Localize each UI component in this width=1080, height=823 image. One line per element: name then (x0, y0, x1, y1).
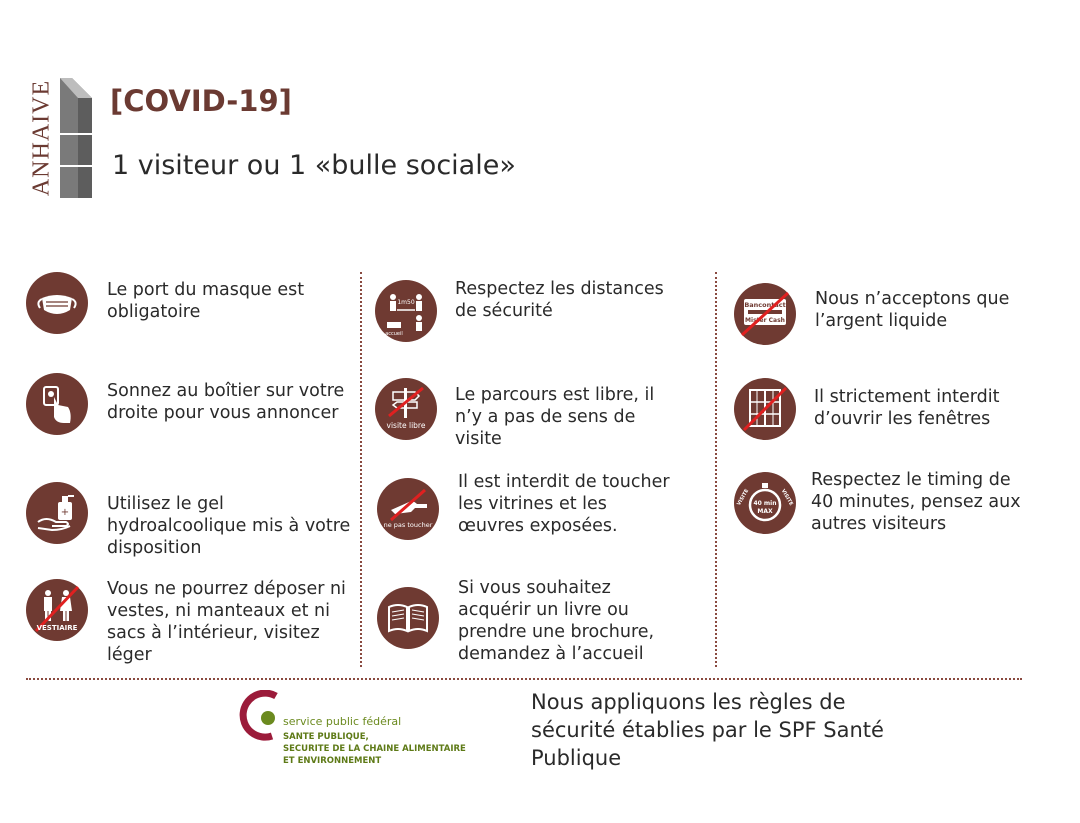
icon-label-vestiaire: VESTIAIRE (36, 624, 78, 632)
footer-divider (26, 678, 1022, 680)
doorbell-icon (26, 373, 88, 435)
rule-route-text: Le parcours est libre, il n’y a pas de sens de visite (455, 385, 655, 449)
icon-label-max: MAX (757, 508, 773, 515)
icon-label-distance: 1m50 (397, 299, 415, 306)
hand-sanitizer-icon (26, 482, 88, 544)
icon-label-40-min: 40 min (753, 500, 777, 507)
icon-label-accueil: accueil (385, 331, 403, 337)
icon-label-visite-left: VISITE (736, 488, 751, 507)
icon-label-bancontact: Bancontact (744, 301, 786, 309)
rule-timer-text: Respectez le timing de 40 minutes, pensez aux autres visiteurs (811, 470, 1021, 534)
page-subtitle: 1 visiteur ou 1 «bulle sociale» (112, 150, 516, 181)
footer-notice: Nous appliquons les règles de sécurité établies par le SPF Santé Publique (531, 690, 884, 770)
no-window-icon (734, 378, 796, 440)
rule-sanitizer-text: Utilisez le gel hydroalcoolique mis à votre disposition (107, 494, 351, 558)
rule-cash-text: Nous n’acceptons que l’argent liquide (815, 289, 1010, 331)
icon-label-mister-cash: Mister Cash (745, 317, 785, 324)
rule-book-text: Si vous souhaitez acquérir un livre ou prendre une brochure, demandez à l’accueil (458, 578, 655, 664)
no-touch-icon (377, 478, 439, 540)
book-icon (377, 587, 439, 649)
spf-line-3: SECURITE DE LA CHAINE ALIMENTAIRE (283, 744, 466, 754)
logo-text: ANHAIVE (28, 79, 55, 197)
social-distance-icon (375, 280, 437, 342)
page-title: [COVID-19] (110, 84, 292, 118)
spf-line-2: SANTE PUBLIQUE, (283, 732, 369, 742)
logo-tower-graphic (58, 76, 94, 200)
spf-line-1: service public fédéral (283, 715, 402, 728)
rule-cloakroom-text: Vous ne pourrez déposer ni vestes, ni manteaux et ni sacs à l’intérieur, visitez léger (107, 579, 346, 665)
rule-doorbell-text: Sonnez au boîtier sur votre droite pour vous annoncer (107, 381, 345, 423)
column-divider-2 (715, 272, 717, 667)
icon-label-ne-pas-toucher: ne pas toucher (383, 521, 433, 529)
svg-text:+: + (60, 507, 70, 518)
spf-logo-icon (236, 690, 284, 742)
icon-label-visite-right: VISITE (779, 488, 794, 507)
no-cloakroom-icon (26, 579, 88, 641)
spf-lines (283, 731, 466, 767)
column-divider-1 (360, 272, 362, 667)
rule-mask-text: Le port du masque est obligatoire (107, 280, 305, 322)
spf-line-4: ET ENVIRONNEMENT (283, 756, 382, 766)
rule-window-text: Il strictement interdit d’ouvrir les fenêtres (814, 387, 1000, 429)
face-mask-icon (26, 272, 88, 334)
cash-only-icon (734, 283, 796, 345)
timer-icon (734, 472, 796, 534)
icon-label-visite-libre: visite libre (386, 421, 426, 430)
free-route-icon (375, 378, 437, 440)
rule-distance-text: Respectez les distances de sécurité (455, 279, 664, 321)
anhaive-logo (22, 78, 62, 198)
rule-no-touch-text: Il est interdit de toucher les vitrines et les œuvres exposées. (458, 472, 670, 536)
